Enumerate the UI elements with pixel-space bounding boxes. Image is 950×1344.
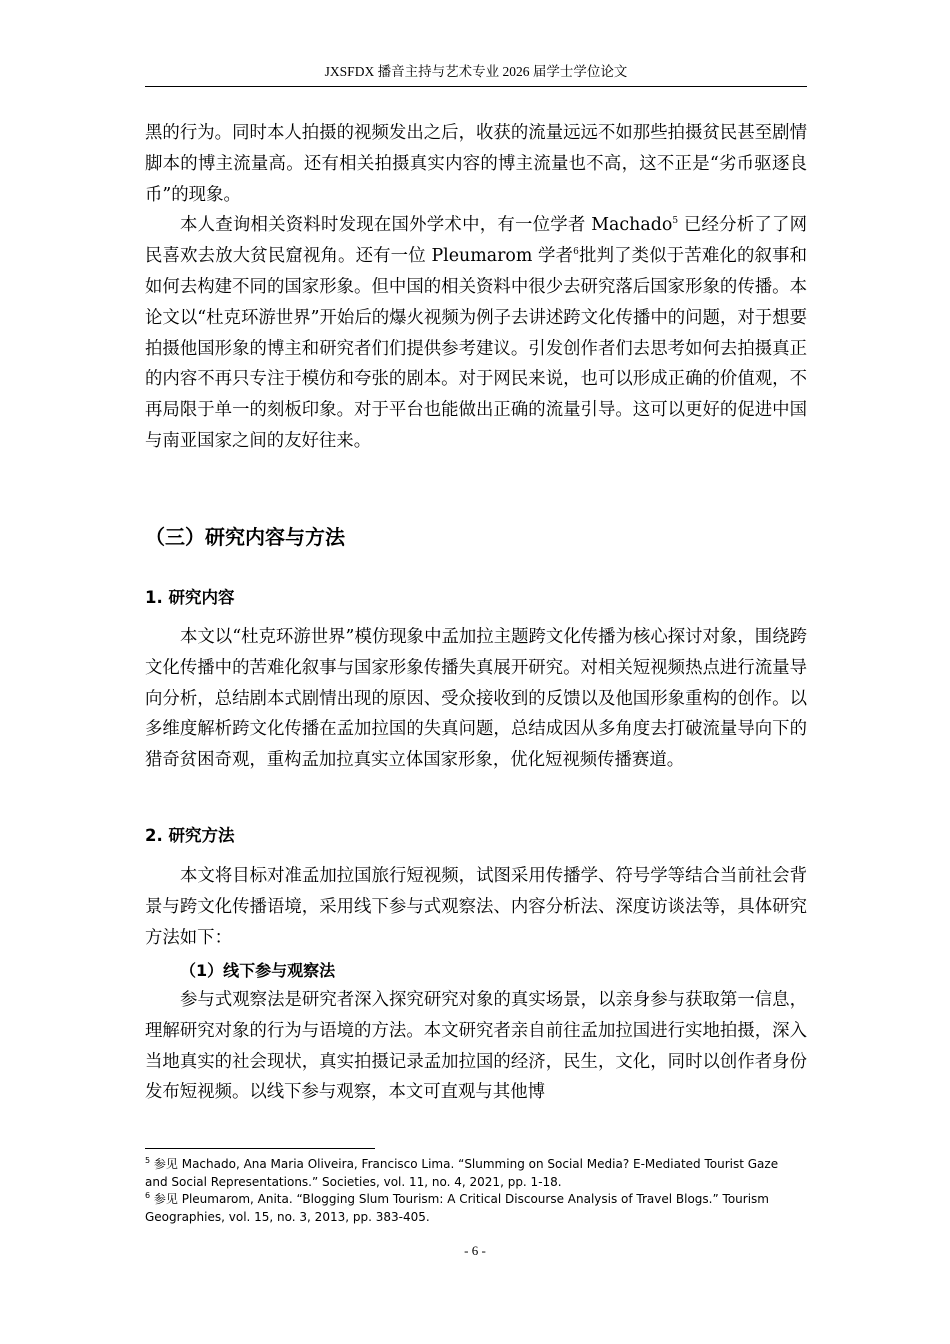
footnote-text: 参见 Pleumarom, Anita. “Blogging Slum Tourism: A Critical Discourse Analysis of Travel Blogs.” Tourism Geographies, vol. 15, no. 3, 2013, pp. 383-405. [145, 1192, 769, 1224]
footnote-number: 5 [145, 1156, 151, 1165]
footnote-ref-6[interactable]: 6 [573, 247, 579, 258]
footnote-rule [145, 1148, 375, 1149]
subsection-heading-method: 2. 研究方法 [145, 826, 235, 845]
paragraph-text: 本人查询相关资料时发现在国外学术中，有一位学者 Machado [180, 215, 673, 236]
observation-block [145, 985, 807, 1108]
paragraph-text: 已经分析了了网民喜欢去放大贫民窟视角。还有一位 Pleumarom 学者 [145, 215, 807, 267]
paragraph-research-content: 本文以“杜克环游世界”模仿现象中孟加拉主题跨文化传播为核心探讨对象，围绕跨文化传播中的苦难化叙事与国家形象传播失真展开研究。对相关短视频热点进行流量导向分析，总结剧本式剧情出现的原因、受众接收到的反馈以及他国形象重构的创作。以多维度解析跨文化传播在孟加拉国的失真问题，总结成因从多角度去打破流量导向下的猎奇贫困奇观，重构孟加拉真实立体国家形象，优化短视频传播赛道。 [145, 627, 807, 771]
intro-paragraphs [145, 118, 807, 457]
section-heading: （三）研究内容与方法 [145, 525, 345, 549]
footnote-text: 参见 Machado, Ana Maria Oliveira, Francisco Lima. “Slumming on Social Media? E-Mediated Tourist Gaze and Social Representations.” Societies, vol. 11, no. 4, 2021, pp. 1-18. [145, 1157, 779, 1189]
research-method-block [145, 861, 807, 953]
research-content-block [145, 622, 807, 776]
subsection-heading-content: 1. 研究内容 [145, 588, 235, 607]
running-header: JXSFDX 播音主持与艺术专业 2026 届学士学位论文 [324, 64, 628, 79]
paragraph-literature [145, 210, 807, 456]
paragraph-continuation: 黑的行为。同时本人拍摄的视频发出之后，收获的流量远远不如那些拍摄贫民甚至剧情脚本的博主流量高。还有相关拍摄真实内容的博主流量也不高，这不正是“劣币驱逐良币”的现象。 [145, 123, 807, 205]
footnote-5 [145, 1156, 785, 1191]
footnote-number: 6 [145, 1191, 151, 1200]
paragraph-research-method: 本文将目标对准孟加拉国旅行短视频，试图采用传播学、符号学等结合当前社会背景与跨文化传播语境，采用线下参与式观察法、内容分析法、深度访谈法等，具体研究方法如下： [145, 866, 807, 948]
footnote-6 [145, 1191, 785, 1226]
method-heading-observation: （1）线下参与观察法 [180, 961, 336, 980]
paragraph-text: 批判了类似于苦难化的叙事和如何去构建不同的国家形象。但中国的相关资料中很少去研究落后国家形象的传播。本论文以“杜克环游世界”开始后的爆火视频为例子去讲述跨文化传播中的问题，对于想要拍摄他国形象的博主和研究者们们提供参考建议。引发创作者们去思考如何去拍摄真正的内容不再只专注于模仿和夸张的剧本。对于网民来说，也可以形成正确的价值观，不再局限于单一的刻板印象。对于平台也能做出正确的流量引导。这可以更好的促进中国与南亚国家之间的友好往来。 [145, 246, 807, 451]
paragraph-observation: 参与式观察法是研究者深入探究研究对象的真实场景，以亲身参与获取第一信息，理解研究对象的行为与语境的方法。本文研究者亲自前往孟加拉国进行实地拍摄，深入当地真实的社会现状，真实拍摄记录孟加拉国的经济，民生，文化，同时以创作者身份发布短视频。以线下参与观察，本文可直观与其他博 [145, 990, 807, 1103]
page-number: - 6 - [464, 1243, 486, 1258]
footnotes [145, 1156, 785, 1226]
header-rule [145, 86, 807, 87]
footnote-ref-5[interactable]: 5 [672, 216, 679, 227]
